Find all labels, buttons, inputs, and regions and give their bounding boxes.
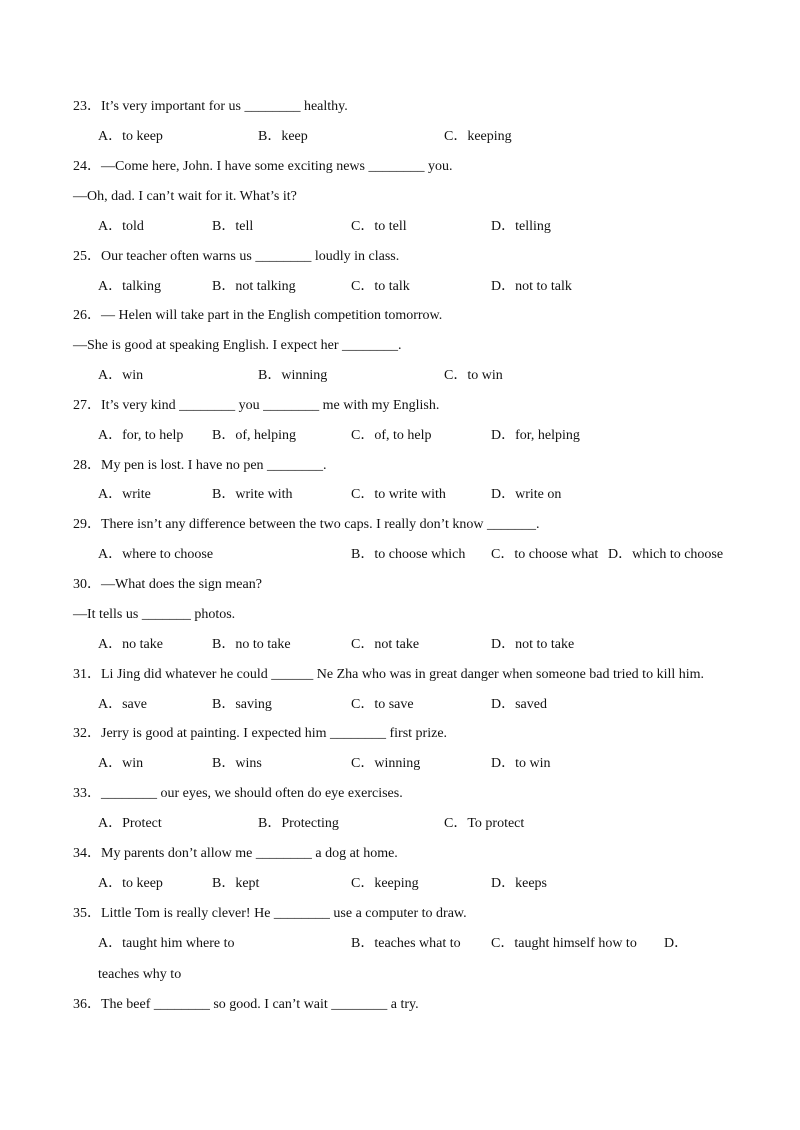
option-34-d: D．keeps	[491, 876, 547, 891]
question-stem-27: 27．It’s very kind ________ you ________ me with my English.	[73, 398, 440, 413]
option-35-c: C．taught himself how to	[491, 936, 637, 951]
question-stem-23: 23．It’s very important for us ________ healthy.	[73, 99, 348, 114]
question-dialogue-24: —Oh, dad. I can’t wait for it. What’s it?	[73, 189, 297, 204]
option-34-c: C．keeping	[351, 876, 419, 891]
option-24-d: D．telling	[491, 219, 551, 234]
option-27-d: D．for, helping	[491, 428, 580, 443]
option-32-d: D．to win	[491, 756, 551, 771]
option-30-d: D．not to take	[491, 637, 575, 652]
question-stem-33: 33．________ our eyes, we should often do eye exercises.	[73, 786, 403, 801]
option-28-a: A．write	[98, 487, 151, 502]
option-23-c: C．keeping	[444, 129, 512, 144]
option-25-b: B．not talking	[212, 279, 296, 294]
option-31-a: A．save	[98, 697, 147, 712]
option-28-b: B．write with	[212, 487, 293, 502]
option-33-c: C．To protect	[444, 816, 525, 831]
question-stem-28: 28．My pen is lost. I have no pen ________.	[73, 458, 327, 473]
option-30-a: A．no take	[98, 637, 163, 652]
option-24-a: A．told	[98, 219, 144, 234]
option-29-a: A．where to choose	[98, 547, 214, 562]
option-34-b: B．kept	[212, 876, 260, 891]
option-24-c: C．to tell	[351, 219, 407, 234]
option-26-b: B．winning	[258, 368, 328, 383]
option-27-b: B．of, helping	[212, 428, 296, 443]
option-33-b: B．Protecting	[258, 816, 339, 831]
question-stem-36: 36．The beef ________ so good. I can’t wait ________ a try.	[73, 997, 419, 1012]
option-31-c: C．to save	[351, 697, 414, 712]
question-stem-24: 24．—Come here, John. I have some exciting news ________ you.	[73, 159, 453, 174]
option-34-a: A．to keep	[98, 876, 163, 891]
question-stem-25: 25．Our teacher often warns us ________ loudly in class.	[73, 249, 400, 264]
option-27-c: C．of, to help	[351, 428, 432, 443]
question-stem-31: 31．Li Jing did whatever he could ______ Ne Zha who was in great danger when someone bad tried to kill him.	[73, 667, 705, 682]
option-25-c: C．to talk	[351, 279, 410, 294]
option-35-a: A．taught him where to	[98, 936, 235, 951]
option-30-b: B．no to take	[212, 637, 291, 652]
option-35-d-continued: teaches why to	[98, 967, 182, 982]
option-26-c: C．to win	[444, 368, 503, 383]
option-31-d: D．saved	[491, 697, 547, 712]
option-28-c: C．to write with	[351, 487, 446, 502]
option-27-a: A．for, to help	[98, 428, 184, 443]
question-stem-35: 35．Little Tom is really clever! He ________ use a computer to draw.	[73, 906, 467, 921]
option-32-c: C．winning	[351, 756, 421, 771]
option-23-b: B．keep	[258, 129, 308, 144]
question-stem-34: 34．My parents don’t allow me ________ a dog at home.	[73, 846, 398, 861]
option-30-c: C．not take	[351, 637, 420, 652]
question-dialogue-26: —She is good at speaking English. I expect her ________.	[73, 338, 402, 353]
option-35-d: D．	[664, 936, 689, 951]
option-32-b: B．wins	[212, 756, 262, 771]
option-23-a: A．to keep	[98, 129, 163, 144]
option-29-b: B．to choose which	[351, 547, 466, 562]
option-29-d: D．which to choose	[608, 547, 724, 562]
option-25-d: D．not to talk	[491, 279, 572, 294]
question-stem-30: 30．—What does the sign mean?	[73, 577, 262, 592]
option-25-a: A．talking	[98, 279, 161, 294]
option-31-b: B．saving	[212, 697, 272, 712]
option-35-b: B．teaches what to	[351, 936, 461, 951]
option-32-a: A．win	[98, 756, 144, 771]
question-stem-32: 32．Jerry is good at painting. I expected him ________ first prize.	[73, 726, 448, 741]
question-stem-29: 29．There isn’t any difference between the two caps. I really don’t know _______.	[73, 517, 540, 532]
question-dialogue-30: —It tells us _______ photos.	[73, 607, 236, 622]
option-24-b: B．tell	[212, 219, 254, 234]
option-33-a: A．Protect	[98, 816, 162, 831]
option-29-c: C．to choose what	[491, 547, 599, 562]
option-26-a: A．win	[98, 368, 144, 383]
question-stem-26: 26．— Helen will take part in the English competition tomorrow.	[73, 308, 443, 323]
option-28-d: D．write on	[491, 487, 562, 502]
